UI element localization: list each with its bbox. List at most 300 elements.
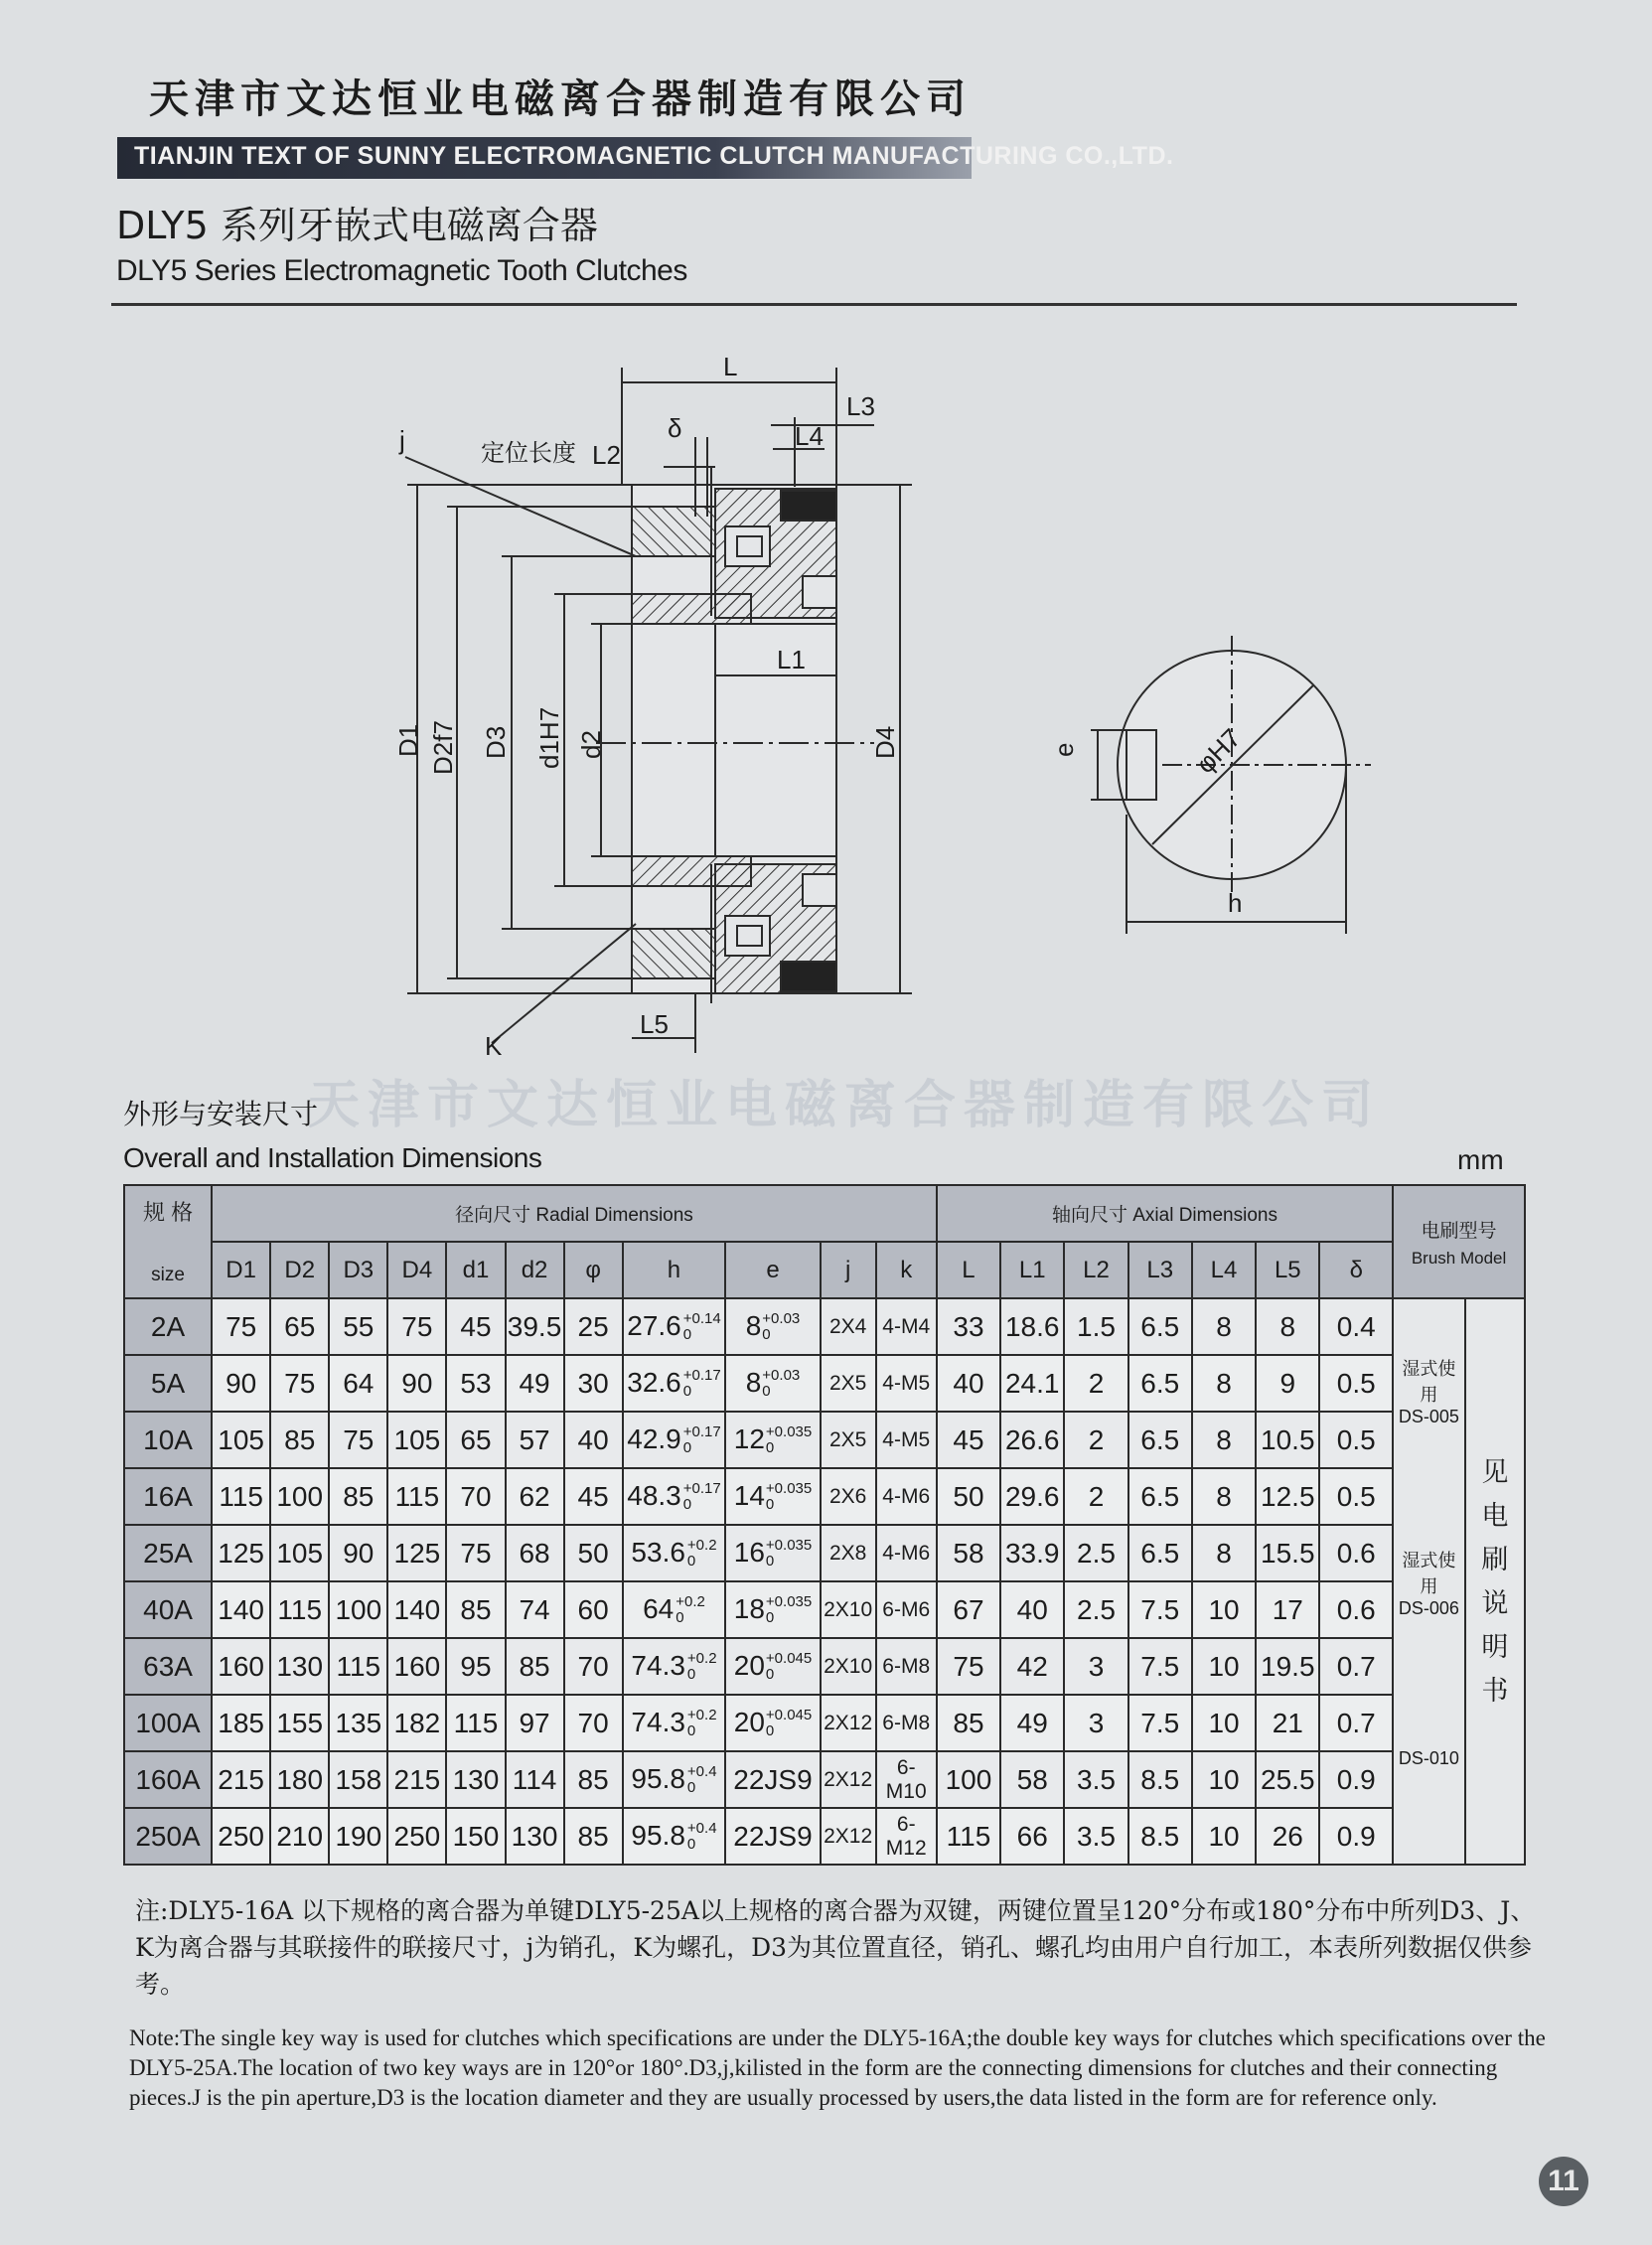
e-value: 16 [733,1536,765,1568]
cell-delta: 0.5 [1319,1468,1393,1525]
brush-group3-model: DS-010 [1398,1748,1459,1768]
cell-d4: 215 [387,1751,446,1808]
cell-l: 50 [937,1468,1000,1525]
col-header: e [725,1242,820,1298]
cell-phi: 60 [564,1581,623,1638]
cell-j: 2X12 [821,1808,876,1865]
brush-label-cn: 电刷型号 [1421,1220,1497,1242]
cell-d2: 105 [270,1525,329,1581]
cell-l2: 3 [1064,1638,1127,1695]
cell-d4: 140 [387,1581,446,1638]
cell-d1: 65 [446,1412,505,1468]
cell-l3: 6.5 [1128,1412,1192,1468]
dim-label-L1: L1 [777,645,806,674]
col-header: L4 [1192,1242,1256,1298]
cell-e [725,1525,820,1581]
cell-phi: 70 [564,1695,623,1751]
table-row [124,1638,1525,1695]
h-tol-lower: 0 [682,1383,692,1401]
dim-label-d2: d2 [576,730,606,759]
cell-phi: 45 [564,1468,623,1525]
cell-size: 40A [124,1581,212,1638]
col-header: φ [564,1242,623,1298]
cell-l2: 3.5 [1064,1751,1127,1808]
cell-d2: 57 [506,1412,564,1468]
cell-d2: 155 [270,1695,329,1751]
cell-delta: 0.6 [1319,1525,1393,1581]
cell-d2: 130 [270,1638,329,1695]
col-group-axial: 轴向尺寸 Axial Dimensions [937,1185,1393,1242]
cell-d1: 85 [446,1581,505,1638]
h-tol-upper: +0.2 [686,1650,717,1668]
size-label-cn: 规 格 [142,1200,194,1225]
h-tol-upper: +0.17 [682,1423,721,1441]
dim-label-L2: L2 [592,440,621,470]
e-tol-lower: 0 [762,1383,771,1401]
cell-l4: 8 [1192,1468,1256,1525]
e-tol-upper: +0.035 [765,1423,813,1441]
cell-l: 67 [937,1581,1000,1638]
cell-l5: 26 [1256,1808,1319,1865]
cell-l: 58 [937,1525,1000,1581]
e-tol-lower: 0 [765,1609,775,1627]
col-header: j [821,1242,876,1298]
e-tol-upper: +0.045 [765,1707,813,1724]
e-value: 22JS9 [733,1820,813,1852]
h-tol-lower: 0 [676,1609,684,1627]
cell-d2: 115 [270,1581,329,1638]
e-tol-lower: 0 [765,1496,775,1514]
cell-l1: 29.6 [1000,1468,1064,1525]
cell-l: 45 [937,1412,1000,1468]
cell-d2: 85 [506,1638,564,1695]
cell-j: 2X5 [821,1355,876,1412]
cell-j: 2X12 [821,1695,876,1751]
cell-d1: 250 [212,1808,270,1865]
page-title-en: DLY5 Series Electromagnetic Tooth Clutches [116,254,687,287]
page-title-cn: DLY5 系列牙嵌式电磁离合器 [116,204,598,247]
col-header: h [623,1242,726,1298]
cell-j: 2X6 [821,1468,876,1525]
h-value: 74.3 [631,1706,685,1737]
cell-l3: 8.5 [1128,1808,1192,1865]
cell-e [725,1581,820,1638]
cell-d2: 180 [270,1751,329,1808]
cell-l2: 2.5 [1064,1525,1127,1581]
h-tol-lower: 0 [682,1326,692,1344]
e-value: 8 [745,1366,762,1398]
cell-l2: 2 [1064,1412,1127,1468]
h-value: 64 [643,1592,675,1624]
h-value: 42.9 [627,1422,681,1454]
cell-e [725,1808,820,1865]
dim-label-L5: L5 [640,1009,669,1039]
cell-k: 4-M6 [876,1468,937,1525]
cell-l5: 19.5 [1256,1638,1319,1695]
dim-label-L3: L3 [846,391,875,421]
cell-delta: 0.5 [1319,1355,1393,1412]
dim-label-D2: D2f7 [428,720,458,775]
e-value: 22JS9 [733,1763,813,1795]
cell-l: 100 [937,1751,1000,1808]
cell-e [725,1638,820,1695]
cell-j: 2X8 [821,1525,876,1581]
cell-phi: 85 [564,1808,623,1865]
cell-d1: 115 [446,1695,505,1751]
cell-delta: 0.9 [1319,1751,1393,1808]
cell-l3: 7.5 [1128,1581,1192,1638]
cell-d3: 75 [329,1412,387,1468]
cell-l1: 33.9 [1000,1525,1064,1581]
cell-l5: 21 [1256,1695,1319,1751]
cell-l2: 2 [1064,1468,1127,1525]
cell-size: 16A [124,1468,212,1525]
dim-label-e: e [1049,742,1079,757]
h-value: 74.3 [631,1649,685,1681]
e-value: 18 [733,1592,765,1624]
cell-d2: 74 [506,1581,564,1638]
e-tol-lower: 0 [762,1326,771,1344]
company-name-en: TIANJIN TEXT OF SUNNY ELECTROMAGNETIC CLUTCH MANUFACTURING CO.,LTD. [134,142,1174,170]
col-header-brush [1393,1185,1525,1298]
cell-l1: 58 [1000,1751,1064,1808]
brush-note-cell [1465,1298,1525,1865]
cell-phi: 70 [564,1638,623,1695]
cell-d1: 53 [446,1355,505,1412]
cell-k: 4-M5 [876,1355,937,1412]
cell-d2: 85 [270,1412,329,1468]
dim-label-D4: D4 [870,725,900,759]
cell-l: 33 [937,1298,1000,1355]
h-value: 48.3 [627,1479,681,1511]
cell-k: 4-M5 [876,1412,937,1468]
cell-e [725,1355,820,1412]
col-header: δ [1319,1242,1393,1298]
cell-delta: 0.5 [1319,1412,1393,1468]
cell-delta: 0.7 [1319,1638,1393,1695]
cell-l: 115 [937,1808,1000,1865]
cell-l3: 7.5 [1128,1638,1192,1695]
cell-e [725,1695,820,1751]
cell-d1: 215 [212,1751,270,1808]
cell-l2: 2 [1064,1355,1127,1412]
col-header: d2 [506,1242,564,1298]
cell-l5: 15.5 [1256,1525,1319,1581]
cell-l1: 24.1 [1000,1355,1064,1412]
cell-l4: 8 [1192,1412,1256,1468]
page-number: 11 [1539,2157,1588,2206]
cell-d2: 114 [506,1751,564,1808]
cell-d1: 115 [212,1468,270,1525]
col-group-radial: 径向尺寸 Radial Dimensions [212,1185,937,1242]
cell-h [623,1695,726,1751]
brush-label-en: Brush Model [1411,1248,1507,1268]
cell-e [725,1298,820,1355]
cell-k: 6-M6 [876,1581,937,1638]
h-tol-upper: +0.4 [686,1763,717,1781]
e-tol-upper: +0.035 [765,1480,813,1498]
table-row [124,1808,1525,1865]
table-row [124,1581,1525,1638]
brush-model-cell [1393,1298,1465,1865]
cell-l1: 42 [1000,1638,1064,1695]
dim-label-D1: D1 [393,723,423,757]
cell-size: 2A [124,1298,212,1355]
e-tol-upper: +0.035 [765,1593,813,1611]
cell-d3: 100 [329,1581,387,1638]
cell-j: 2X5 [821,1412,876,1468]
cell-d3: 64 [329,1355,387,1412]
note-en: Note:The single key way is used for clutches which specifications are under the DLY5-16A;the double key ways for clutches which specifications over the DLY5-25A.The location of two key ways are in 120°or 180°.D3,j,kilisted in the form are the connecting dimensions for clutches and their connecting pieces.J is the pin aperture,D3 is the location diameter and they are usually processed by users,the data listed in the form are for reference only. [129,2025,1546,2110]
cell-d4: 160 [387,1638,446,1695]
cell-h [623,1525,726,1581]
h-tol-lower: 0 [686,1553,696,1571]
cell-d4: 115 [387,1468,446,1525]
cell-phi: 25 [564,1298,623,1355]
e-tol-lower: 0 [765,1722,775,1740]
cell-d1: 95 [446,1638,505,1695]
company-name-cn: 天津市文达恒业电磁离合器制造有限公司 [149,76,972,122]
watermark: 天津市文达恒业电磁离合器制造有限公司 [308,1076,1382,1135]
cell-d3: 135 [329,1695,387,1751]
cell-d1: 75 [212,1298,270,1355]
cell-d2: 49 [506,1355,564,1412]
cell-h [623,1808,726,1865]
cell-d1: 125 [212,1525,270,1581]
cell-d4: 75 [387,1298,446,1355]
section-title-cn: 外形与安装尺寸 [123,1098,319,1130]
cell-h [623,1412,726,1468]
e-tol-lower: 0 [765,1666,775,1684]
cell-k: 6-M12 [876,1808,937,1865]
h-value: 27.6 [627,1309,681,1341]
dim-label-d1: d1H7 [534,706,564,769]
cell-size: 100A [124,1695,212,1751]
dim-label-L4: L4 [795,421,824,451]
cell-d2: 100 [270,1468,329,1525]
cell-l: 85 [937,1695,1000,1751]
cell-l2: 3.5 [1064,1808,1127,1865]
h-tol-upper: +0.4 [686,1820,717,1838]
h-tol-upper: +0.17 [682,1367,721,1385]
cell-d1: 130 [446,1751,505,1808]
cell-l2: 2.5 [1064,1581,1127,1638]
cell-l: 75 [937,1638,1000,1695]
cell-h [623,1468,726,1525]
cell-d4: 125 [387,1525,446,1581]
col-header: L1 [1000,1242,1064,1298]
table-row [124,1355,1525,1412]
col-header: L [937,1242,1000,1298]
h-tol-lower: 0 [686,1836,696,1854]
table-header-row-1 [124,1185,1525,1242]
cell-d1: 105 [212,1412,270,1468]
cell-size: 10A [124,1412,212,1468]
cell-l4: 8 [1192,1355,1256,1412]
col-header: D1 [212,1242,270,1298]
cell-delta: 0.4 [1319,1298,1393,1355]
col-header: d1 [446,1242,505,1298]
cell-e [725,1468,820,1525]
cell-d1: 140 [212,1581,270,1638]
cell-j: 2X10 [821,1638,876,1695]
unit-label: mm [1457,1144,1504,1175]
h-value: 32.6 [627,1366,681,1398]
table-row [124,1412,1525,1468]
clutch-drawing [0,0,1652,1093]
h-value: 95.8 [631,1762,685,1794]
cell-d1: 185 [212,1695,270,1751]
cell-l4: 10 [1192,1638,1256,1695]
cell-l3: 7.5 [1128,1695,1192,1751]
cell-d2: 68 [506,1525,564,1581]
cell-d1: 45 [446,1298,505,1355]
cell-d4: 250 [387,1808,446,1865]
brush-group2-model: DS-006 [1398,1598,1459,1618]
e-tol-upper: +0.03 [762,1310,801,1328]
h-tol-lower: 0 [686,1666,696,1684]
cell-l1: 66 [1000,1808,1064,1865]
label-K: K [485,1031,503,1061]
cell-l4: 8 [1192,1298,1256,1355]
note-cn: 注:DLY5-16A 以下规格的离合器为单键DLY5-25A以上规格的离合器为双键，两键位置呈120°分布或180°分布中所列D3、J、K为离合器与其联接件的联接尺寸，j为销孔，K为螺孔，D3为其位置直径，销孔、螺孔均由用户自行加工，本表所列数据仅供参考。 [135,1896,1536,1999]
cell-l3: 6.5 [1128,1525,1192,1581]
cell-h [623,1638,726,1695]
cell-phi: 40 [564,1412,623,1468]
cell-l1: 26.6 [1000,1412,1064,1468]
cell-d1: 70 [446,1468,505,1525]
cell-h [623,1751,726,1808]
cell-d1: 150 [446,1808,505,1865]
cell-h [623,1298,726,1355]
h-tol-lower: 0 [682,1439,692,1457]
cell-d2: 62 [506,1468,564,1525]
table-header-row-2 [124,1242,1525,1298]
col-header: k [876,1242,937,1298]
cell-l5: 8 [1256,1298,1319,1355]
cell-phi: 50 [564,1525,623,1581]
cell-d2: 130 [506,1808,564,1865]
cell-l4: 10 [1192,1808,1256,1865]
cell-h [623,1581,726,1638]
section-title-en: Overall and Installation Dimensions [123,1142,542,1173]
h-tol-lower: 0 [686,1722,696,1740]
cell-k: 4-M6 [876,1525,937,1581]
cell-d4: 90 [387,1355,446,1412]
cell-k: 4-M4 [876,1298,937,1355]
cell-j: 2X10 [821,1581,876,1638]
cell-phi: 85 [564,1751,623,1808]
col-header: D3 [329,1242,387,1298]
cell-l5: 9 [1256,1355,1319,1412]
col-header: D2 [270,1242,329,1298]
cell-d3: 85 [329,1468,387,1525]
cell-j: 2X12 [821,1751,876,1808]
table-row [124,1751,1525,1808]
h-tol-upper: +0.14 [682,1310,721,1328]
cell-d4: 105 [387,1412,446,1468]
dim-label-phi: φH7 [1190,722,1247,780]
cell-d2: 210 [270,1808,329,1865]
cell-l1: 49 [1000,1695,1064,1751]
label-j: j [399,425,405,455]
col-header: D4 [387,1242,446,1298]
h-value: 53.6 [631,1536,685,1568]
cell-k: 6-M8 [876,1695,937,1751]
cell-d1: 160 [212,1638,270,1695]
brush-group1-model: DS-005 [1398,1407,1459,1426]
col-header: L5 [1256,1242,1319,1298]
cell-d3: 90 [329,1525,387,1581]
cell-k: 6-M8 [876,1638,937,1695]
cell-l: 40 [937,1355,1000,1412]
cell-l5: 25.5 [1256,1751,1319,1808]
table-row [124,1468,1525,1525]
cell-l2: 1.5 [1064,1298,1127,1355]
cell-l1: 40 [1000,1581,1064,1638]
e-value: 8 [745,1309,762,1341]
cell-d3: 115 [329,1638,387,1695]
col-header: L3 [1128,1242,1192,1298]
h-tol-upper: +0.2 [686,1707,717,1724]
cell-size: 63A [124,1638,212,1695]
cell-d1: 75 [446,1525,505,1581]
table-row [124,1298,1525,1355]
cell-k: 6-M10 [876,1751,937,1808]
h-tol-upper: +0.2 [686,1537,717,1555]
cell-e [725,1412,820,1468]
cell-l5: 17 [1256,1581,1319,1638]
brush-note: 见电刷说明书 [1481,1457,1509,1706]
cell-delta: 0.6 [1319,1581,1393,1638]
cell-h [623,1355,726,1412]
cell-d3: 55 [329,1298,387,1355]
cell-l1: 18.6 [1000,1298,1064,1355]
dim-label-h: h [1228,888,1243,918]
cell-size: 250A [124,1808,212,1865]
table-row [124,1525,1525,1581]
dim-label-delta: δ [668,413,682,443]
h-tol-upper: +0.17 [682,1480,721,1498]
brush-group2-label: 湿式使用 [1402,1551,1456,1596]
cell-l5: 10.5 [1256,1412,1319,1468]
e-tol-lower: 0 [765,1439,775,1457]
cell-size: 160A [124,1751,212,1808]
cell-l4: 8 [1192,1525,1256,1581]
cell-d2: 65 [270,1298,329,1355]
h-tol-lower: 0 [682,1496,692,1514]
cell-l3: 6.5 [1128,1355,1192,1412]
e-value: 20 [733,1649,765,1681]
cell-size: 25A [124,1525,212,1581]
h-tol-lower: 0 [686,1779,696,1797]
cell-l4: 10 [1192,1695,1256,1751]
cell-l4: 10 [1192,1581,1256,1638]
col-header: L2 [1064,1242,1127,1298]
cell-e [725,1751,820,1808]
dimensions-table [123,1184,1526,1866]
brush-group1-label: 湿式使用 [1402,1359,1456,1405]
cell-d2: 75 [270,1355,329,1412]
cell-d1: 90 [212,1355,270,1412]
cell-d3: 190 [329,1808,387,1865]
e-tol-upper: +0.03 [762,1367,801,1385]
cell-l3: 6.5 [1128,1298,1192,1355]
cell-phi: 30 [564,1355,623,1412]
h-tol-upper: +0.2 [676,1593,705,1611]
cell-delta: 0.9 [1319,1808,1393,1865]
col-header-size [124,1185,212,1298]
